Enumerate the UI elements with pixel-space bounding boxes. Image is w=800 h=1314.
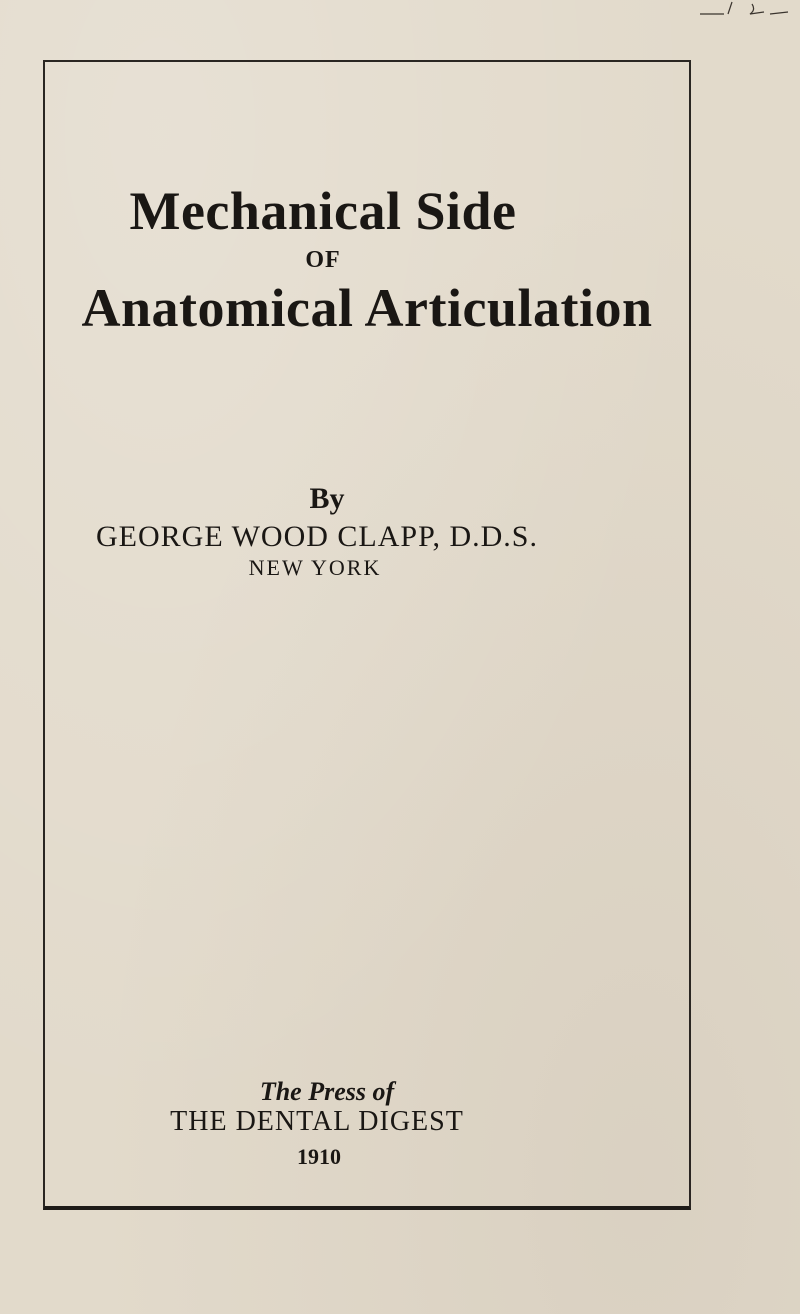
byline-by: By [309, 482, 345, 515]
title-line-2: Anatomical Articulation [81, 278, 653, 338]
press-line: The Press of [259, 1077, 395, 1106]
author-name: GEORGE WOOD CLAPP, D.D.S. [96, 520, 538, 553]
title-connector: OF [305, 247, 341, 273]
author-city: NEW YORK [248, 555, 382, 580]
title-page-border [43, 60, 691, 1210]
publication-year: 1910 [297, 1144, 341, 1169]
publisher-name: THE DENTAL DIGEST [170, 1106, 464, 1137]
title-line-1: Mechanical Side [129, 181, 517, 241]
pencil-marks [694, 0, 794, 20]
